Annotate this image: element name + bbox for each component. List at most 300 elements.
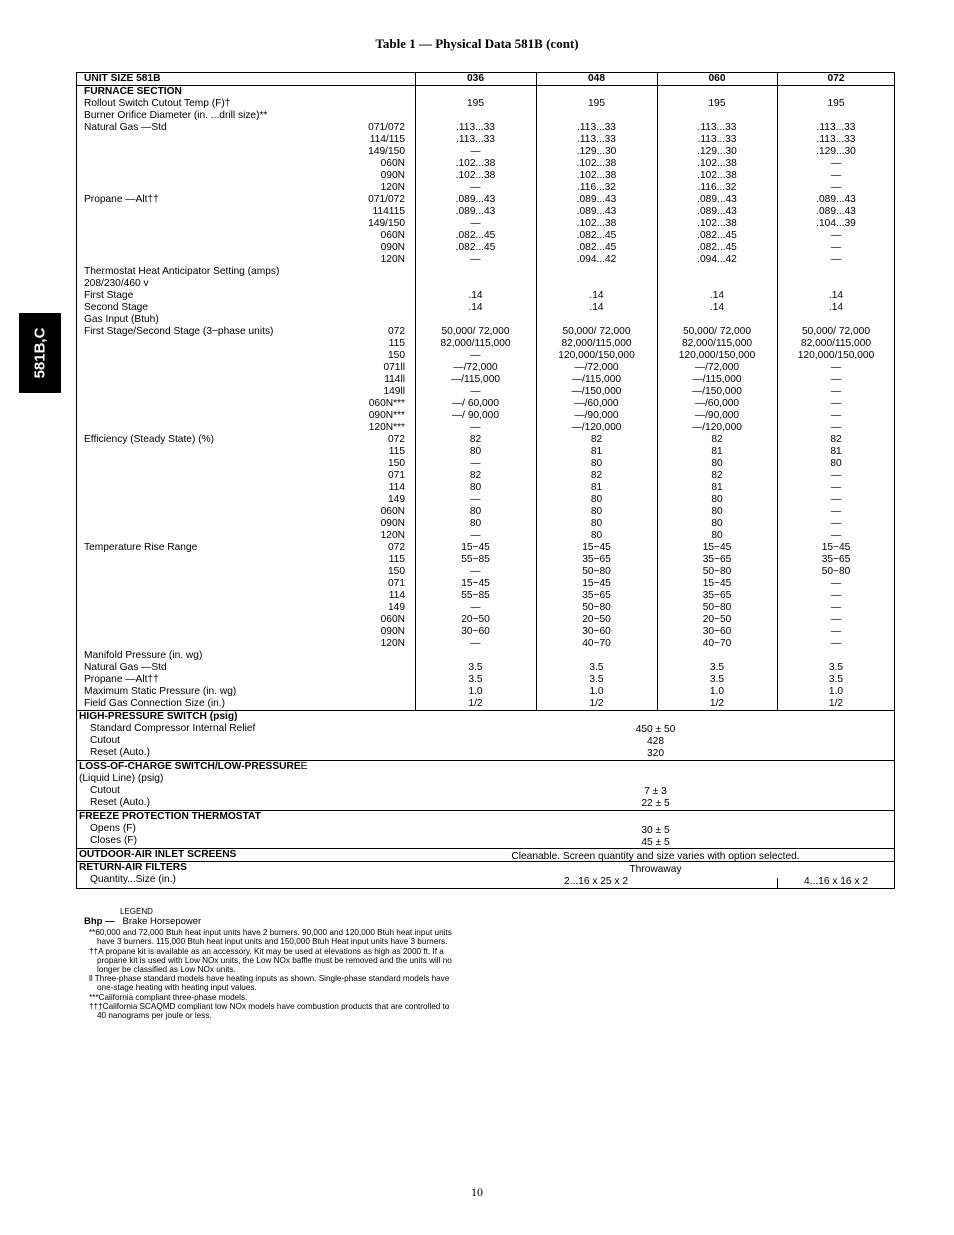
table-cell: — [830,254,842,265]
table-cell: 82,000/115,000 [561,338,632,349]
table-row [77,686,894,698]
row-key: 071 [388,578,405,589]
table-cell: .089...43 [576,206,617,217]
table-row [77,482,894,494]
table-cell: 82,000/115,000 [681,338,753,349]
row-key: 071/072 [368,122,405,133]
legend-note: ll Three-phase standard models have heating inputs as shown. Single-phase standard models have one-stage heating with heating input values. [89,974,450,993]
header-col: 072 [827,73,845,84]
table-cell: 82 [590,434,603,445]
table-cell: 195 [467,98,484,109]
table-cell: —/60,000 [694,398,740,409]
table-cell: —/115,000 [450,374,501,385]
table-cell: 3.5 [468,662,483,673]
table-cell: —/ 90,000 [451,410,499,421]
table-row [77,650,894,662]
table-title: Table 1 — Physical Data 581B (cont) [375,36,579,51]
row-key: 115 [388,338,405,349]
table-cell: 82 [830,434,842,445]
row-value: Cleanable. Screen quantity and size varies with option selected. [511,851,800,862]
row-label: Rollout Switch Cutout Temp (F)† [84,98,231,109]
table-cell: .113...33 [456,122,495,133]
table-cell: .089...43 [576,194,617,205]
row-label: Thermostat Heat Anticipator Setting (amps) [84,266,280,277]
row-label: Cutout [90,785,121,796]
legend-note: †††California SCAQMD compliant low NOx models have combustion products that are controlled to 40 nanograms per joule or less. [89,1001,450,1021]
table-cell: 15−45 [461,542,490,553]
table-row [77,326,894,338]
table-cell: 80 [590,494,603,505]
table-cell: 50,000/ 72,000 [441,326,510,337]
column-divider [657,73,658,710]
table-row [77,434,894,446]
table-row [77,338,894,350]
table-cell: 50−80 [702,566,732,577]
table-cell: — [830,530,842,541]
table-row [77,614,894,626]
table-cell: 3.5 [709,662,725,673]
table-cell: — [470,494,481,505]
table-cell: 1.0 [589,686,604,697]
table-row [77,446,894,458]
table-cell: 15−45 [461,578,490,589]
table-cell: — [830,614,842,625]
row-key: 071/072 [368,194,405,205]
row-key: 115 [388,554,405,565]
page-number: 10 [471,1185,483,1199]
table-cell: .094...42 [697,254,737,265]
table-row [77,254,894,266]
table-cell: .14 [828,290,844,301]
table-cell: .129...30 [816,146,856,157]
table-cell: 50−80 [582,566,611,577]
row-value: 320 [647,748,664,759]
legend-bhp-key: Bhp — [84,916,115,928]
table-cell: — [830,182,842,193]
row-key: 071ll [383,362,405,373]
side-tab [19,313,61,393]
table-cell: —/120,000 [571,422,622,433]
row-key: 072 [388,542,405,553]
table-row [77,206,894,218]
row-key: 114115 [372,206,405,217]
row-label: First Stage/Second Stage (3−phase units) [84,326,274,337]
column-divider [415,73,416,710]
physical-data-table [76,72,895,889]
table-cell: .14 [709,302,725,313]
table-row [77,362,894,374]
row-value: 7 ± 3 [644,786,667,797]
table-cell: .102...38 [697,218,737,229]
table-row [77,314,894,326]
table-cell: — [830,158,842,169]
table-cell: .102...38 [576,218,617,229]
row-label: Manifold Pressure (in. wg) [84,650,203,661]
table-cell: .102...38 [455,170,496,181]
table-cell: .089...43 [816,194,856,205]
table-cell: .129...30 [697,146,737,157]
table-cell: — [470,458,481,469]
table-row [77,110,894,122]
high-pressure-switch-section [77,710,894,760]
section-title: LOSS-OF-CHARGE SWITCH/LOW-PRESSURE [79,761,301,772]
table-cell: —/115,000 [571,374,622,385]
table-row [77,290,894,302]
row-label: Natural Gas —Std [84,662,167,673]
table-cell: .094...42 [576,254,617,265]
row-key: 150 [388,566,405,577]
table-cell: 3.5 [828,662,844,673]
row-key: 090N [380,626,405,637]
table-cell: — [470,566,481,577]
row-key: 090N [380,170,405,181]
table-cell: .082...45 [576,242,617,253]
header-label: UNIT SIZE 581B [84,73,161,84]
table-row [77,218,894,230]
row-label: Gas Input (Btuh) [84,314,159,325]
table-row [77,278,894,290]
table-row [77,230,894,242]
header-col: 048 [588,73,605,84]
table-row [77,134,894,146]
row-key: 149ll [383,386,405,397]
table-cell: 80 [590,458,603,469]
table-row [77,662,894,674]
row-key: 114/115 [369,134,405,145]
row-label: Second Stage [84,302,149,313]
table-cell: 80 [830,458,842,469]
legend-note: ††A propane kit is available as an accessory. Kit may be used at elevations as high as 2000 ft. If a propane kit is used with Low NOx units, the Low NOx baffle must be removed and the units will no longer be classified as Low NOx units. [89,946,452,975]
table-cell: 82 [711,434,723,445]
table-row [77,350,894,362]
row-key: 120N [380,254,405,265]
table-cell: —/120,000 [692,422,742,433]
table-row [77,194,894,206]
row-value: Throwaway [629,864,682,875]
table-row [77,626,894,638]
table-cell: —/ 60,000 [451,398,499,409]
table-cell: .102...38 [697,170,737,181]
table-cell: .14 [828,302,844,313]
table-row [77,494,894,506]
table-cell: 82 [469,470,482,481]
legend-bhp-text: Brake Horsepower [122,916,202,928]
table-cell: 1/2 [828,698,844,709]
table-cell: — [830,410,842,421]
row-label: Temperature Rise Range [84,542,198,553]
table-cell: — [830,578,842,589]
return-air-filters-section [77,861,894,888]
table-cell: — [830,506,842,517]
table-cell: 3.5 [828,674,844,685]
table-cell: — [830,386,842,397]
table-cell: .089...43 [455,206,496,217]
table-row [77,386,894,398]
table-cell: .113...33 [697,122,737,133]
row-label: Propane —Alt†† [84,194,159,205]
row-key: 115 [388,446,405,457]
table-cell: 30−60 [702,626,732,637]
row-key: 060N [380,614,405,625]
row-value: 450 ± 50 [635,724,676,735]
table-cell: .14 [468,290,483,301]
row-key: 072 [388,326,405,337]
row-label: Maximum Static Pressure (in. wg) [84,686,237,697]
row-key: 072 [388,434,405,445]
table-cell: .089...43 [697,194,737,205]
section-title: RETURN-AIR FILTERS [79,862,187,873]
table-row [77,506,894,518]
row-key: 060N [380,158,405,169]
table-cell: — [830,638,842,649]
table-row [77,602,894,614]
table-row [77,554,894,566]
table-cell: 35−65 [582,590,611,601]
table-cell: 1.0 [709,686,725,697]
table-cell: .113...33 [816,134,856,145]
table-cell: .113...33 [577,134,616,145]
table-cell: — [830,398,842,409]
row-value: 428 [647,736,664,747]
table-cell: .082...45 [455,230,496,241]
table-cell: — [830,590,842,601]
row-key: 150 [388,458,405,469]
table-row [77,170,894,182]
table-cell: — [470,386,481,397]
row-label: Field Gas Connection Size (in.) [84,698,225,709]
table-cell: —/150,000 [571,386,622,397]
row-label: Efficiency (Steady State) (%) [84,434,215,445]
table-cell: 40−70 [702,638,732,649]
table-cell: 40−70 [582,638,611,649]
table-cell: 3.5 [589,662,604,673]
table-cell: 81 [711,446,723,457]
table-cell: 20−50 [582,614,611,625]
row-label: Burner Orifice Diameter (in. ...drill size)** [84,110,268,121]
table-cell: — [830,362,842,373]
table-cell: 82,000/115,000 [440,338,511,349]
column-divider [777,73,778,710]
row-key: 120N [380,182,405,193]
table-cell: 20−50 [461,614,490,625]
section-title: FREEZE PROTECTION THERMOSTAT [79,811,261,822]
table-cell: 15−45 [702,542,732,553]
table-cell: 50−80 [582,602,611,613]
table-cell: 3.5 [589,674,604,685]
table-cell: — [830,170,842,181]
row-key: 149/150 [368,146,405,157]
row-label: Opens (F) [90,823,136,834]
outdoor-air-screens-section [77,848,894,861]
table-cell: 80 [469,482,482,493]
table-cell: 80 [590,518,603,529]
table-cell: 15−45 [702,578,732,589]
section-subtitle: (Liquid Line) (psig) [79,773,164,784]
table-cell: 3.5 [468,674,483,685]
table-cell: .082...45 [697,230,737,241]
row-value: 4...16 x 16 x 2 [804,876,868,887]
table-row [77,410,894,422]
table-cell: .082...45 [576,230,617,241]
legend-note: **60,000 and 72,000 Btuh heat input units have 2 burners. 90,000 and 120,000 Btuh heat input units have 3 burners. 115,000 Btuh heat input units and 150,000 Btuh Heat input units have 3 burners. [89,928,452,947]
row-key: 114 [388,482,405,493]
freeze-protection-section [77,810,894,848]
table-cell: .116...32 [697,182,737,193]
table-cell: .113...33 [456,134,495,145]
column-divider [777,878,778,888]
table-cell: 30−60 [461,626,490,637]
table-cell: 80 [469,518,482,529]
legend-heading: LEGEND [120,907,153,916]
table-cell: —/72,000 [453,362,498,373]
legend-bhp [84,916,454,928]
table-cell: — [830,230,842,241]
table-cell: 81 [830,446,842,457]
row-label: 208/230/460 v [84,278,149,289]
table-cell: .082...45 [455,242,496,253]
table-cell: 80 [711,458,723,469]
column-divider [536,73,537,710]
table-cell: — [470,182,481,193]
table-cell: — [470,254,481,265]
table-cell: 50−80 [702,602,732,613]
table-cell: 1/2 [709,698,725,709]
table-cell: 55−85 [461,554,490,565]
table-row [77,302,894,314]
table-cell: .102...38 [576,170,617,181]
table-row [77,698,894,710]
table-cell: 15−45 [582,542,611,553]
table-row [77,86,894,98]
table-cell: 55−85 [461,590,490,601]
row-value: 22 ± 5 [641,798,670,809]
row-key: 120N*** [368,422,405,433]
table-header-row [77,73,894,86]
table-cell: 1.0 [828,686,844,697]
table-cell: —/115,000 [692,374,742,385]
row-key: 060N [380,230,405,241]
legend [84,907,454,1020]
row-value: 30 ± 5 [641,825,670,836]
table-cell: 81 [590,482,603,493]
table-cell: 50,000/ 72,000 [683,326,751,337]
table-cell: —/150,000 [692,386,742,397]
table-row [77,458,894,470]
table-cell: .14 [589,302,604,313]
row-key: 120N [380,530,405,541]
table-cell: 80 [590,530,603,541]
table-row [77,374,894,386]
table-cell: 80 [711,518,723,529]
table-cell: 81 [711,482,723,493]
table-row [77,638,894,650]
table-cell: .14 [709,290,725,301]
table-cell: 81 [590,446,603,457]
table-cell: —/72,000 [574,362,619,373]
table-row [77,182,894,194]
table-cell: .102...38 [576,158,617,169]
row-key: 150 [388,350,405,361]
row-key: 090N*** [368,410,405,421]
table-cell: .14 [468,302,483,313]
table-cell: 50−80 [821,566,851,577]
table-row [77,578,894,590]
table-cell: 82 [711,470,723,481]
row-key: 149 [388,494,405,505]
table-cell: — [830,518,842,529]
table-cell: 3.5 [709,674,725,685]
table-row [77,398,894,410]
table-cell: —/72,000 [694,362,740,373]
table-row [77,674,894,686]
table-cell: 82,000/115,000 [800,338,872,349]
table-cell: 80 [469,446,482,457]
table-cell: — [470,422,481,433]
table-row [77,242,894,254]
row-label: Closes (F) [90,835,137,846]
table-row [77,566,894,578]
row-key: 060N [380,506,405,517]
row-key: 114 [388,590,405,601]
table-cell: 1.0 [468,686,483,697]
table-cell: .102...38 [697,158,737,169]
table-cell: 15−45 [582,578,611,589]
table-cell: .082...45 [697,242,737,253]
furnace-rows [77,86,894,710]
table-row [77,98,894,110]
row-value: 45 ± 5 [641,837,670,848]
table-cell: — [830,374,842,385]
table-cell: .113...33 [697,134,737,145]
table-row [77,266,894,278]
row-key: 149 [388,602,405,613]
table-cell: .113...33 [577,122,616,133]
table-cell: 35−65 [582,554,611,565]
row-label: Quantity...Size (in.) [90,874,176,885]
table-row [77,542,894,554]
section-title: HIGH-PRESSURE SWITCH (psig) [79,711,238,722]
table-cell: 50,000/ 72,000 [802,326,870,337]
row-label: FURNACE SECTION [84,86,182,97]
table-cell: 195 [708,98,726,109]
table-cell: .113...33 [816,122,856,133]
row-label: Standard Compressor Internal Relief [90,723,256,734]
table-cell: —/90,000 [694,410,740,421]
row-key: 114ll [384,374,405,385]
table-cell: — [830,422,842,433]
table-cell: — [830,470,842,481]
row-label: Reset (Auto.) [90,747,151,758]
row-value: 2...16 x 25 x 2 [564,876,628,887]
table-cell: 195 [827,98,845,109]
table-cell: 120,000/150,000 [558,350,635,361]
table-cell: — [470,530,481,541]
table-cell: 80 [711,506,723,517]
table-row [77,470,894,482]
table-cell: 30−60 [582,626,611,637]
row-key: 060N*** [368,398,405,409]
table-cell: — [830,602,842,613]
loss-of-charge-section [77,760,894,810]
table-cell: .129...30 [576,146,617,157]
table-cell: —/90,000 [574,410,619,421]
section-title-tail: E [300,761,308,772]
table-row [77,530,894,542]
side-tab-label: 581B,C [31,327,49,379]
table-cell: 20−50 [702,614,732,625]
row-label: Natural Gas —Std [84,122,167,133]
table-cell: —/60,000 [574,398,619,409]
